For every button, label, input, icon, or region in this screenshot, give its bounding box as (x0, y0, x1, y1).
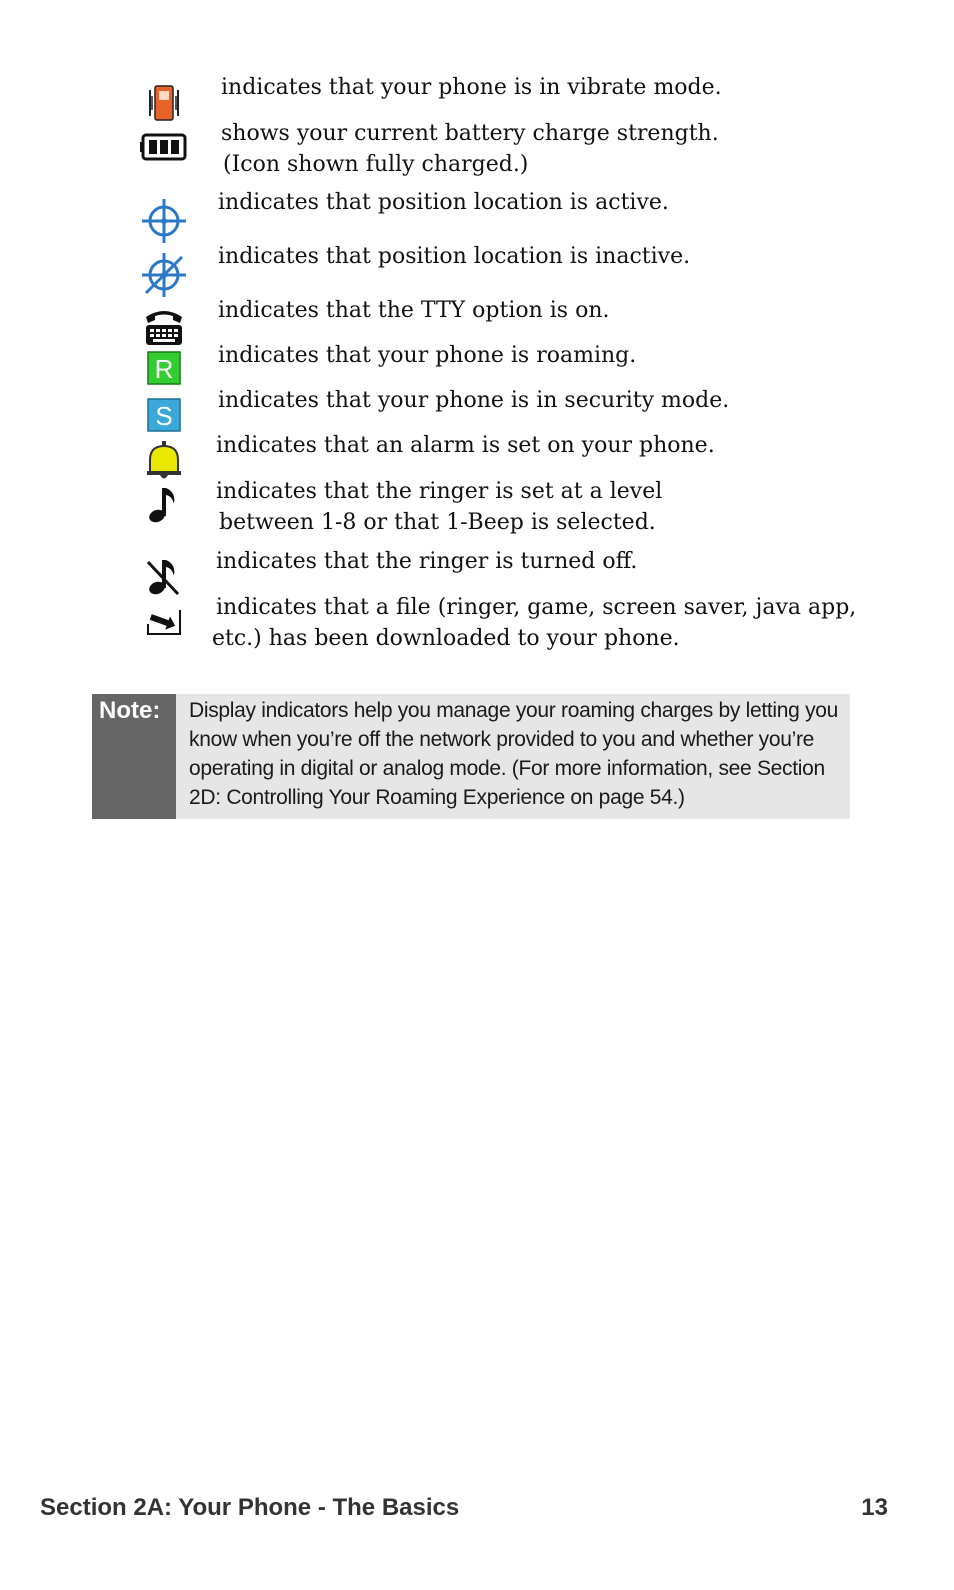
indicator-description: indicates that an alarm is set on your phone. (216, 433, 715, 458)
alarm-icon (140, 436, 188, 484)
indicator-description: indicates that a file (ringer, game, screen saver, java app, etc.) has been downloaded to your phone. (212, 595, 857, 651)
roaming-letter: R (154, 354, 174, 384)
indicator-description: indicates that your phone is in vibrate mode. (221, 75, 722, 100)
note-box (92, 694, 850, 819)
indicator-description: indicates that the ringer is set at a level between 1-8 or that 1-Beep is selected. (216, 479, 663, 535)
roaming-icon (140, 344, 188, 392)
indicator-description: shows your current battery charge strength. (Icon shown fully charged.) (221, 121, 719, 177)
note-label: Note: (92, 694, 176, 819)
indicator-description: indicates that the ringer is turned off. (216, 549, 638, 574)
footer-section-title: Section 2A: Your Phone - The Basics (40, 1494, 460, 1521)
indicator-description: indicates that your phone is in security mode. (218, 388, 730, 413)
security-letter: S (155, 401, 173, 431)
note-text: Display indicators help you manage your roaming charges by letting you know when you’re off the network provided to you and whether you’re operating in digital or analog mode. (For more information, see Section 2D: Controlling Your Roaming Experience on page 54.) (189, 699, 839, 809)
indicator-list (0, 0, 954, 680)
indicator-description: indicates that position location is active. (218, 190, 669, 215)
footer-page-number: 13 (861, 1494, 888, 1521)
indicator-description: indicates that the TTY option is on. (218, 298, 610, 323)
security-mode-icon (140, 389, 188, 437)
position-location-active-icon (140, 197, 188, 245)
indicator-description: indicates that position location is inactive. (218, 244, 691, 269)
download-icon (140, 596, 188, 644)
battery-icon (140, 124, 188, 172)
ringer-level-icon (140, 480, 188, 528)
position-location-inactive-icon (140, 251, 188, 299)
vibrate-mode-icon (140, 80, 188, 128)
ringer-off-icon (140, 552, 188, 600)
indicator-description: indicates that your phone is roaming. (218, 343, 637, 368)
